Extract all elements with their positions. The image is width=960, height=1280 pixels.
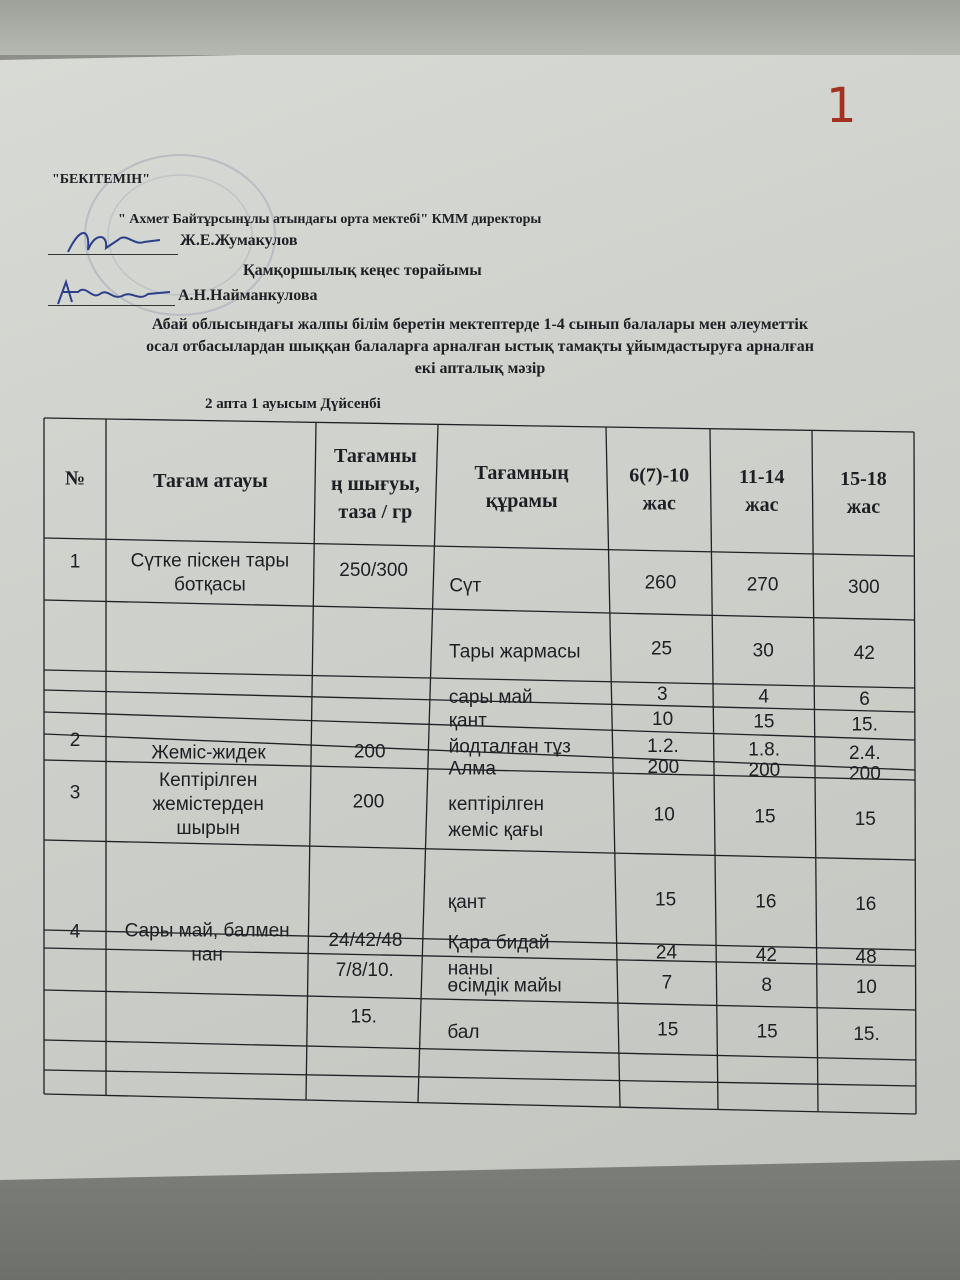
cell-value-age-11-14: 15	[753, 711, 775, 733]
chair-name: А.Н.Найманкулова	[178, 287, 318, 304]
header-dish-name: Тағам атауы	[153, 470, 268, 493]
cell-value-age-15-18: 16	[855, 893, 877, 915]
cell-value-age-15-18: 15.	[851, 714, 878, 736]
cell-number: 2	[69, 729, 81, 751]
header-number: №	[64, 467, 86, 490]
cell-value-age-11-14: 8	[761, 974, 772, 996]
cell-ingredient: Тары жармасы	[449, 641, 581, 663]
table-row-line	[44, 418, 914, 432]
header-composition: Тағамның құрамы	[474, 461, 569, 512]
cell-yield: 24/42/48	[328, 930, 403, 952]
cell-value-age-15-18: 300	[848, 576, 880, 598]
cell-value-age-15-18: 2.4.	[848, 743, 881, 765]
council-title: Қамқоршылық кеңес төрайымы	[243, 262, 482, 279]
header-age-6-10: 6(7)-10 жас	[629, 464, 690, 515]
table-column-line	[812, 430, 818, 1111]
heading-line-3: екі апталық мәзір	[414, 360, 546, 377]
cell-value-age-6-10: 15	[655, 889, 677, 911]
cell-value-age-6-10: 15	[657, 1019, 679, 1041]
table-row-line	[44, 1094, 916, 1114]
cell-value-age-6-10: 25	[650, 638, 673, 660]
cell-ingredient: Сүт	[449, 575, 482, 597]
cell-value-age-6-10: 24	[655, 942, 678, 964]
cell-number: 4	[69, 921, 81, 943]
cell-value-age-6-10: 10	[652, 708, 674, 730]
table-column-line	[418, 424, 438, 1102]
cell-dish-name: Сүтке піскен тары ботқасы	[130, 550, 290, 596]
cell-value-age-6-10: 1.2.	[647, 735, 679, 757]
cell-ingredient: кептірілген жеміс қағы	[448, 793, 545, 841]
cell-ingredient: сары май	[448, 686, 533, 708]
cell-ingredient: қант	[448, 710, 487, 732]
cell-value-age-11-14: 1.8.	[748, 739, 781, 761]
header-yield: Тағамны ң шығуы, таза / гр	[330, 445, 420, 524]
cell-yield: 7/8/10.	[335, 960, 394, 982]
table-row-line	[44, 840, 915, 860]
cell-value-age-11-14: 270	[746, 574, 779, 596]
table-row-line	[44, 1040, 916, 1060]
cell-value-age-15-18: 15	[854, 808, 876, 830]
cell-yield: 200	[352, 791, 385, 813]
cell-value-age-15-18: 15.	[853, 1023, 880, 1045]
director-name: Ж.Е.Жумакулов	[180, 232, 298, 249]
cell-value-age-11-14: 200	[748, 760, 781, 782]
cell-value-age-6-10: 3	[656, 684, 668, 706]
table-column-line	[606, 427, 620, 1107]
table-row-line	[44, 670, 915, 688]
cell-value-age-6-10: 10	[653, 804, 675, 826]
cell-value-age-11-14: 16	[755, 891, 777, 913]
cell-number: 1	[69, 551, 81, 573]
cell-value-age-6-10: 7	[661, 972, 673, 994]
cell-number: 3	[69, 782, 81, 804]
table-column-line	[306, 422, 316, 1100]
cell-ingredient: Алма	[448, 758, 496, 780]
heading-line-2: осал отбасылардан шыққан балаларға арналған ыстық тамақты ұйымдастыруға арналған	[146, 338, 814, 355]
cell-value-age-11-14: 15	[754, 806, 776, 828]
table-cells	[65, 445, 887, 1045]
header-age-15-18: 15-18 жас	[840, 468, 887, 519]
table-column-line	[710, 429, 718, 1110]
cell-dish-name: Кептірілген жемістерден шырын	[152, 769, 264, 839]
table-row-line	[44, 600, 915, 620]
cell-yield: 200	[353, 741, 386, 763]
cell-value-age-15-18: 6	[859, 688, 870, 710]
cell-value-age-11-14: 4	[758, 686, 770, 708]
approval-label: "БЕКІТЕМІН"	[52, 172, 150, 187]
cell-yield: 15.	[350, 1006, 377, 1028]
cell-ingredient: бал	[447, 1021, 480, 1043]
cell-yield: 250/300	[339, 560, 408, 582]
cell-value-age-15-18: 200	[849, 763, 881, 785]
cell-dish-name: Жеміс-жидек	[151, 742, 266, 764]
cell-value-age-15-18: 48	[855, 946, 877, 968]
menu-subtitle: 2 апта 1 ауысым Дүйсенбі	[205, 396, 381, 412]
cell-ingredient: йодталған тұз	[448, 736, 571, 758]
cell-dish-name: Сары май, балмен нан	[124, 920, 290, 966]
cell-value-age-15-18: 10	[855, 976, 877, 998]
cell-ingredient: қант	[447, 891, 487, 913]
page-number: 1	[826, 78, 857, 134]
cell-value-age-6-10: 200	[647, 756, 680, 778]
table-row-line	[44, 1070, 916, 1086]
school-line: " Ахмет Байтұрсынұлы атындағы орта мектебі" КММ директоры	[118, 212, 542, 227]
cell-value-age-11-14: 30	[752, 640, 774, 662]
heading-line-1: Абай облысындағы жалпы білім беретін мектептерде 1-4 сынып балалары мен әлеуметтік	[151, 316, 809, 333]
cell-value-age-15-18: 42	[853, 642, 875, 664]
table-column-line	[914, 432, 916, 1114]
cell-value-age-11-14: 42	[755, 944, 777, 966]
cell-ingredient: Қара бидай наны	[447, 932, 550, 980]
cell-value-age-11-14: 15	[756, 1021, 778, 1043]
cell-ingredient: өсімдік майы	[447, 975, 562, 997]
header-age-11-14: 11-14 жас	[738, 466, 785, 517]
cell-value-age-6-10: 260	[644, 572, 677, 594]
